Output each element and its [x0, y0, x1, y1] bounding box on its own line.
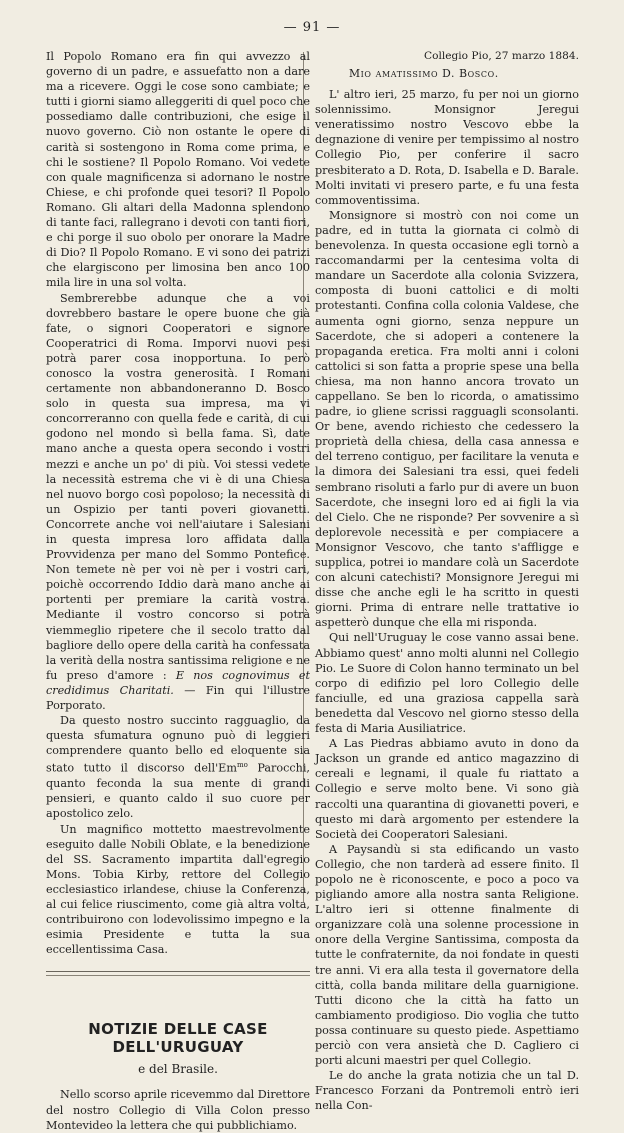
page-number: — 91 —	[283, 20, 341, 35]
section-title: NOTIZIE DELLE CASE DELL'URUGUAY	[88, 1020, 268, 1057]
paragraph	[46, 291, 310, 714]
letter-dateline: Collegio Pio, 27 marzo 1884.	[423, 50, 579, 62]
paragraph	[46, 713, 310, 821]
paragraph-text: Sembrerebbe adunque che a voi dovrebbero bastare le opere buone che già fate, o signori Cooperatori e signore Cooperatrici di Roma. Imporvi nuovi pesi potrà parer cosa inopportuna. Io però conosco la vostra generosità. I Romani certamente non abbandoneranno D. Bosco solo in questa sua impresa, ma vi concorreranno con quella fede e carità, di cui godono nel mondo sì bella fama. Sì, date mano anche a questa opera secondo i vostri mezzi e anche un po' di più. Voi stessi vedete la necessità estrema che vi è di una Chiesa nel nuovo borgo così popoloso; la necessità di un Ospizio per tanti poveri giovanetti. Concorrete anche voi nell'aiutare i Salesiani in questa impresa loro affidata dalla Provvidenza per mano del Sommo Pontefice. Non temete nè per voi nè per i vostri cari, poichè occorrendo Iddio darà mano anche ai portenti per premiare la carità vostra. Mediante il vostro concorso si potrà viemmeglio ripetere che il secolo tratto dal bagliore dello opere della carità ha confessata la verità della nostra santissima religione e ne fu preso d'amore :	[46, 291, 310, 682]
paragraph: A Las Piedras abbiamo avuto in dono da Jackson un grande ed antico magazzino di cereali e legnami, il quale fu riattato a Collegio e serve molto bene. Vi sono già raccolti una quarantina di giovanetti poveri, e questo mi darà argomento per estendere la Società dei Cooperatori Salesiani.	[315, 737, 579, 841]
paragraph: Il Popolo Romano era fin qui avvezzo al governo di un padre, e assuefatto non a dare ma a ricevere. Oggi le cose sono cambiate; e tutti i giorni siamo alleggeriti di quel poco che possediamo dalle contribuzioni, che esige il nuovo governo. Ciò non ostante le opere di carità si sostengono in Roma come prima, e chi le sostiene? Il Popolo Romano. Voi vedete con quale magnificenza si adornano le nostre Chiese, e chi profonde quei tesori? Il Popolo Romano. Gli altari della Madonna splendono di tante faci, rallegrano i devoti con tanti fiori, e chi porge il suo obolo per onorare la Madre di Dio? Il Popolo Romano. E vi sono dei patrizi che elargiscono per limosina ben anco 100 mila lire in una sol volta.	[46, 50, 310, 290]
superscript: mo	[236, 761, 248, 770]
quote-attribution: — Fin qui l'illustre Porporato.	[46, 683, 310, 713]
letter-salutation: Mio amatissimo D. Bosco.	[349, 67, 499, 80]
paragraph: L' altro ieri, 25 marzo, fu per noi un giorno solennissimo. Monsignor Jeregui veneratissimo nostro Vescovo ebbe la degnazione di venire per tempissimo al nostro Collegio Pio, per conferire il sacro presbiterato a D. Rota, D. Isabella e D. Barale. Molti invitati vi presero parte, e fu una festa commoventissima.	[315, 88, 579, 207]
latin-quote: E nos cognovimus et credidimus Charitati.	[46, 668, 310, 697]
paragraph: Qui nell'Uruguay le cose vanno assai bene. Abbiamo quest' anno molti alunni nel Collegio Pio. Le Suore di Colon hanno terminato un bel corpo di edifizio pel loro Collegio delle fanciulle, ed una graziosa cappella sarà benedetta dal Vescovo nel giorno stesso della festa di Maria Ausiliatrice.	[315, 631, 579, 736]
section-subtitle: e del Brasile.	[138, 1062, 218, 1077]
right-column	[315, 49, 579, 1113]
paragraph: Un magnifico mottetto maestrevolmente eseguito dalle Nobili Oblate, e la benedizione del SS. Sacramento impartita dall'egregio Mons. Tobia Kirby, rettore del Collegio ecclesiastico irlandese, chiuse la Conferenza, al cui felice riuscimento, come già altra volta, contribuirono con lodevolissimo impegno e la esimia Presidente e tutta la sua eccellentissima Casa.	[46, 822, 310, 957]
left-column	[46, 49, 310, 1132]
paragraph: A Paysandù si sta edificando un vasto Collegio, che non tarderà ad essere finito. Il popolo ne è riconoscente, e poco a poco va pigliando amore alla nostra santa Religione. L'altro ieri si ottenne finalmente di organizzare colà una solenne processione in onore della Vergine Santissima, composta da tutte le confraternite, da noi fondate in questi tre anni. Vi era alla testa il governatore della città, colla banda militare della guarnigione. Tutti dicono che la città ha fatto un cambiamento prodigioso. Dio voglia che tutto possa continuare su questo piede. Aspettiamo perciò con vera ansietà che D. Cagliero ci porti alcuni maestri per quel Collegio.	[315, 842, 579, 1068]
section-rule	[46, 971, 310, 972]
section-rule	[46, 975, 310, 976]
section-intro: Nello scorso aprile ricevemmo dal Direttore del nostro Collegio di Villa Colon presso Montevideo la lettera che qui pubblichiamo.	[46, 1088, 310, 1132]
paragraph-text: Da questo nostro succinto ragguaglio, da questa sfumatura ognuno può di leggieri comprendere quanto bello ed eloquente sia stato tutto il discorso dell'Em	[46, 714, 310, 776]
paragraph: Le do anche la grata notizia che un tal D. Francesco Forzani da Pontremoli entrò ieri nella Con-	[315, 1069, 579, 1113]
paragraph: Monsignore si mostrò con noi come un padre, ed in tutta la giornata ci colmò di benevolenza. In questa occasione egli tornò a raccomandarmi per la centesima volta di mandare un Sacerdote alla colonia Svizzera, composta di buoni cattolici e di molti protestanti. Confina colla colonia Valdese, che aumenta ogni giorno, senza neppure un Sacerdote, che si adoperi a contenere la propaganda eretica. Fra molti anni i coloni cattolici si son fatta a proprie spese una bella chiesa, ma non hanno ancora trovato un cappellano. Se ben lo ricorda, o amatissimo padre, io gliene scrissi ragguagli sconsolanti. Or bene, avendo richiesto che cedessero la proprietà della chiesa, della casa annessa e del terreno contiguo, per facilitare la venuta e la dimora dei Salesiani tra essi, quei fedeli sembrano risoluti a farlo pur di avere un buon Sacerdote, che insegni loro ed ai figli la via del Cielo. Che ne risponde? Per sovvenire a sì deplorevole necessità e per compiacere a Monsignor Vescovo, che tanto s'affligge e supplica, potrei io mandare colà un Sacerdote con alcuni catechisti? Monsignore Jeregui mi disse che anche egli le ha scritto in questi giorni. Prima di entrare nelle trattative io aspetterò dunque che ella mi risponda.	[315, 208, 579, 630]
paragraph-text: Parocchi, quanto feconda la sua mente di grandi pensieri, e quanto caldo il suo cuore per apostolico zelo.	[46, 762, 310, 821]
